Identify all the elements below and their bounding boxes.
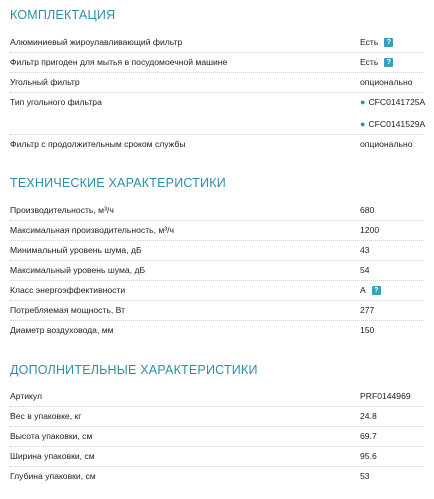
spec-value: 43 [360,245,370,255]
spec-label: Глубина упаковки, см [10,471,96,481]
spec-row [10,321,424,341]
help-icon[interactable]: ? [384,58,393,67]
spec-row [10,93,424,113]
spec-value: опционально [360,139,413,149]
spec-row [10,201,424,221]
spec-value: Есть [360,37,379,47]
spec-row [10,221,424,241]
help-icon[interactable]: ? [384,38,393,47]
spec-row [10,115,424,135]
spec-label: Фильтр с продолжительным сроком службы [10,139,186,149]
spec-label: Диаметр воздуховода, мм [10,325,114,335]
spec-value: 53 [360,471,370,481]
spec-row [10,281,424,301]
spec-row [10,427,424,447]
spec-label: Производительность, м³/ч [10,205,114,215]
spec-value-wrap [360,57,393,67]
section-title-komplektatsiya: КОМПЛЕКТАЦИЯ [10,8,116,22]
spec-label: Минимальный уровень шума, дБ [10,245,142,255]
spec-row [10,467,424,487]
spec-label: Ширина упаковки, см [10,451,95,461]
spec-value: 24.8 [360,411,377,421]
spec-value: 150 [360,325,375,335]
spec-value: 1200 [360,225,380,235]
bullet-icon: ● [360,97,366,107]
spec-label: Максимальная производительность, м³/ч [10,225,175,235]
spec-label: Артикул [10,391,43,401]
bullet-icon: ● [360,119,366,129]
spec-label: Алюминиевый жироулавливающий фильтр [10,37,183,47]
spec-value: A [360,285,366,295]
spec-row [10,261,424,281]
spec-label: Фильтр пригоден для мытья в посудомоечной машине [10,57,228,67]
spec-value: опционально [360,77,413,87]
spec-value: 680 [360,205,375,215]
spec-value: 54 [360,265,370,275]
spec-value-wrap [360,37,393,47]
spec-label: Потребляемая мощность, Вт [10,305,126,315]
spec-row [10,301,424,321]
spec-value: 95.6 [360,451,377,461]
spec-row [10,33,424,53]
section-title-extra: ДОПОЛНИТЕЛЬНЫЕ ХАРАКТЕРИСТИКИ [10,363,258,377]
spec-label: Максимальный уровень шума, дБ [10,265,146,275]
spec-value: CFC0141529A [368,119,426,129]
spec-value-wrap [360,285,381,295]
spec-row [10,387,424,407]
spec-row [10,53,424,73]
filter-link-2[interactable] [360,119,425,129]
help-icon[interactable]: ? [372,286,381,295]
spec-label: Класс энергоэффективности [10,285,126,295]
filter-link-1[interactable] [360,97,425,107]
spec-label: Вес в упаковке, кг [10,411,82,421]
spec-label: Угольный фильтр [10,77,80,87]
spec-row [10,135,424,155]
spec-row [10,447,424,467]
spec-value: PRF0144969 [360,391,411,401]
spec-label: Высота упаковки, см [10,431,93,441]
section-title-tech: ТЕХНИЧЕСКИЕ ХАРАКТЕРИСТИКИ [10,176,226,190]
spec-label: Тип угольного фильтра [10,97,102,107]
spec-value: 69.7 [360,431,377,441]
spec-value: Есть [360,57,379,67]
spec-value: CFC0141725A [368,97,426,107]
spec-row [10,407,424,427]
spec-value: 277 [360,305,375,315]
spec-row [10,73,424,93]
spec-row [10,241,424,261]
